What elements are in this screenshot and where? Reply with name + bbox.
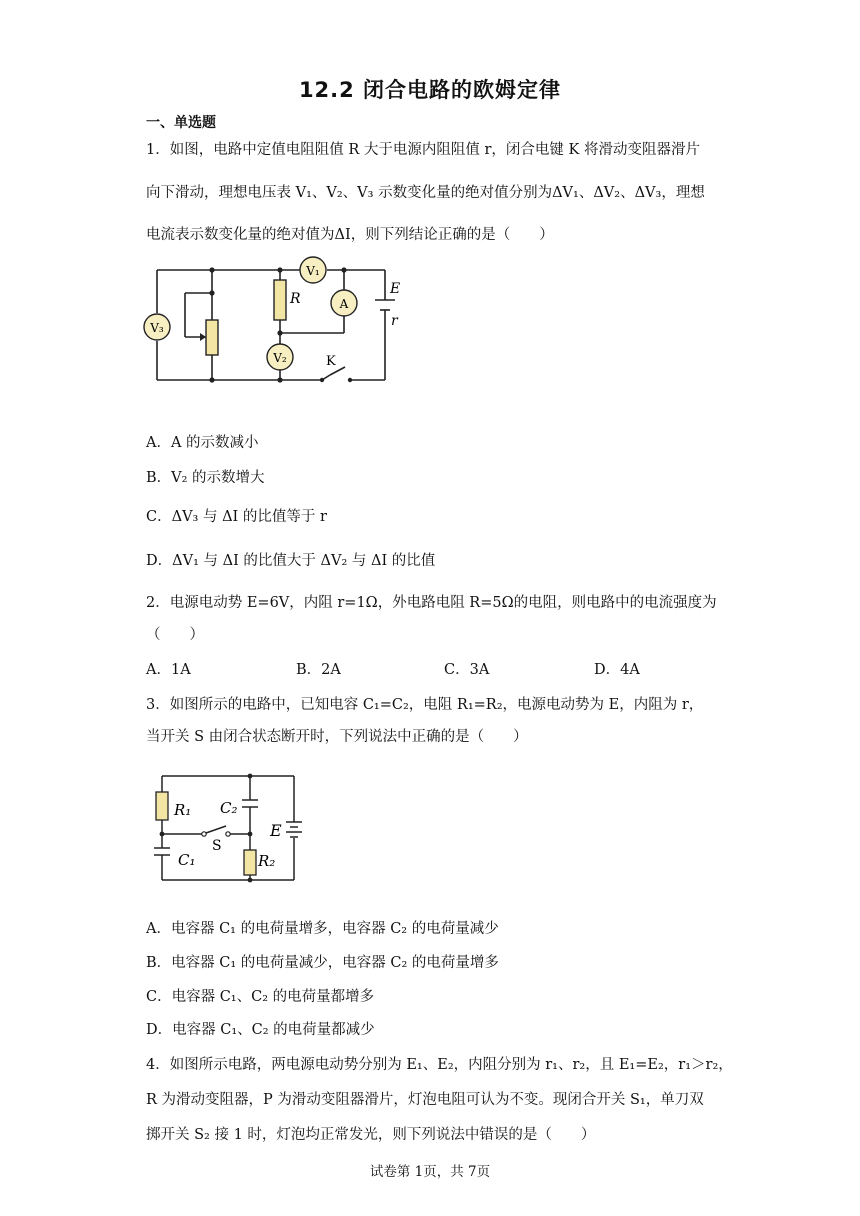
q1-circuit-diagram (140, 255, 420, 390)
q1-stem-line-2: 向下滑动，理想电压表 V₁、V₂、V₃ 示数变化量的绝对值分别为ΔV₁、ΔV₂、ΔV₃，理想 (146, 185, 705, 201)
q3-stem-line-2: 当开关 S 由闭合状态断开时，下列说法中正确的是（ ） (146, 729, 528, 745)
q3-option-a[interactable]: A．电容器 C₁ 的电荷量增多，电容器 C₂ 的电荷量减少 (146, 921, 499, 937)
q3-r2-label: R₂ (258, 852, 276, 870)
q1-stem-line-1: 1．如图，电路中定值电阻阻值 R 大于电源内阻阻值 r，闭合电键 K 将滑动变阻器滑片 (146, 142, 700, 158)
q3-c2-label: C₂ (220, 799, 238, 817)
q1-option-c[interactable]: C．ΔV₃ 与 ΔI 的比值等于 r (146, 509, 327, 525)
q1-internal-r-label: r (391, 313, 398, 329)
q3-switch-label: S (212, 838, 222, 854)
q3-r1-label: R₁ (174, 801, 192, 819)
q1-voltmeter-v3-label: V₃ (150, 321, 164, 335)
q2-stem-line-2: （ ） (146, 627, 204, 643)
q4-stem-line-2: R 为滑动变阻器，P 为滑动变阻器滑片，灯泡电阻可认为不变。现闭合开关 S₁，单刀双 (146, 1092, 704, 1108)
page-footer: 试卷第 1页，共 7页 (369, 1164, 491, 1180)
q1-stem-line-3: 电流表示数变化量的绝对值为ΔI，则下列结论正确的是（ ） (146, 227, 554, 243)
q2-option-a[interactable]: A．1A (146, 662, 191, 678)
q1-option-a[interactable]: A．A 的示数减小 (146, 435, 259, 451)
q2-stem-line-1: 2．电源电动势 E=6V，内阻 r=1Ω，外电路电阻 R=5Ω的电阻，则电路中的电流强度为 (146, 595, 717, 611)
q1-option-d[interactable]: D．ΔV₁ 与 ΔI 的比值大于 ΔV₂ 与 ΔI 的比值 (146, 553, 436, 569)
page-title: 12.2 闭合电路的欧姆定律 (298, 78, 562, 102)
q4-stem-line-3: 掷开关 S₂ 接 1 时，灯泡均正常发光，则下列说法中错误的是（ ） (146, 1127, 596, 1143)
q1-option-b[interactable]: B．V₂ 的示数增大 (146, 470, 265, 486)
q1-resistor-label: R (290, 291, 301, 307)
q2-option-d[interactable]: D．4A (594, 662, 640, 678)
q1-ammeter-label: A (339, 297, 349, 311)
q3-option-b[interactable]: B．电容器 C₁ 的电荷量减少，电容器 C₂ 的电荷量增多 (146, 955, 499, 971)
q2-option-b[interactable]: B．2A (296, 662, 341, 678)
q1-emf-label: E (390, 281, 401, 297)
q3-option-d[interactable]: D．电容器 C₁、C₂ 的电荷量都减少 (146, 1022, 375, 1038)
q2-option-c[interactable]: C．3A (444, 662, 490, 678)
q3-stem-line-1: 3．如图所示的电路中，已知电容 C₁=C₂，电阻 R₁=R₂，电源电动势为 E，内阻为 r， (146, 697, 704, 713)
q1-switch-label: K (326, 354, 336, 369)
q3-option-c[interactable]: C．电容器 C₁、C₂ 的电荷量都增多 (146, 989, 375, 1005)
q1-voltmeter-v1-label: V₁ (306, 264, 320, 278)
q3-c1-label: C₁ (178, 851, 196, 869)
q1-voltmeter-v2-label: V₂ (273, 351, 287, 365)
q3-emf-label: E (270, 821, 282, 840)
q3-circuit-diagram (150, 770, 310, 885)
q4-stem-line-1: 4．如图所示电路，两电源电动势分别为 E₁、E₂，内阻分别为 r₁、r₂，且 E₁=E₂，r₁＞r₂， (146, 1057, 733, 1073)
section-heading: 一、单选题 (146, 115, 216, 131)
